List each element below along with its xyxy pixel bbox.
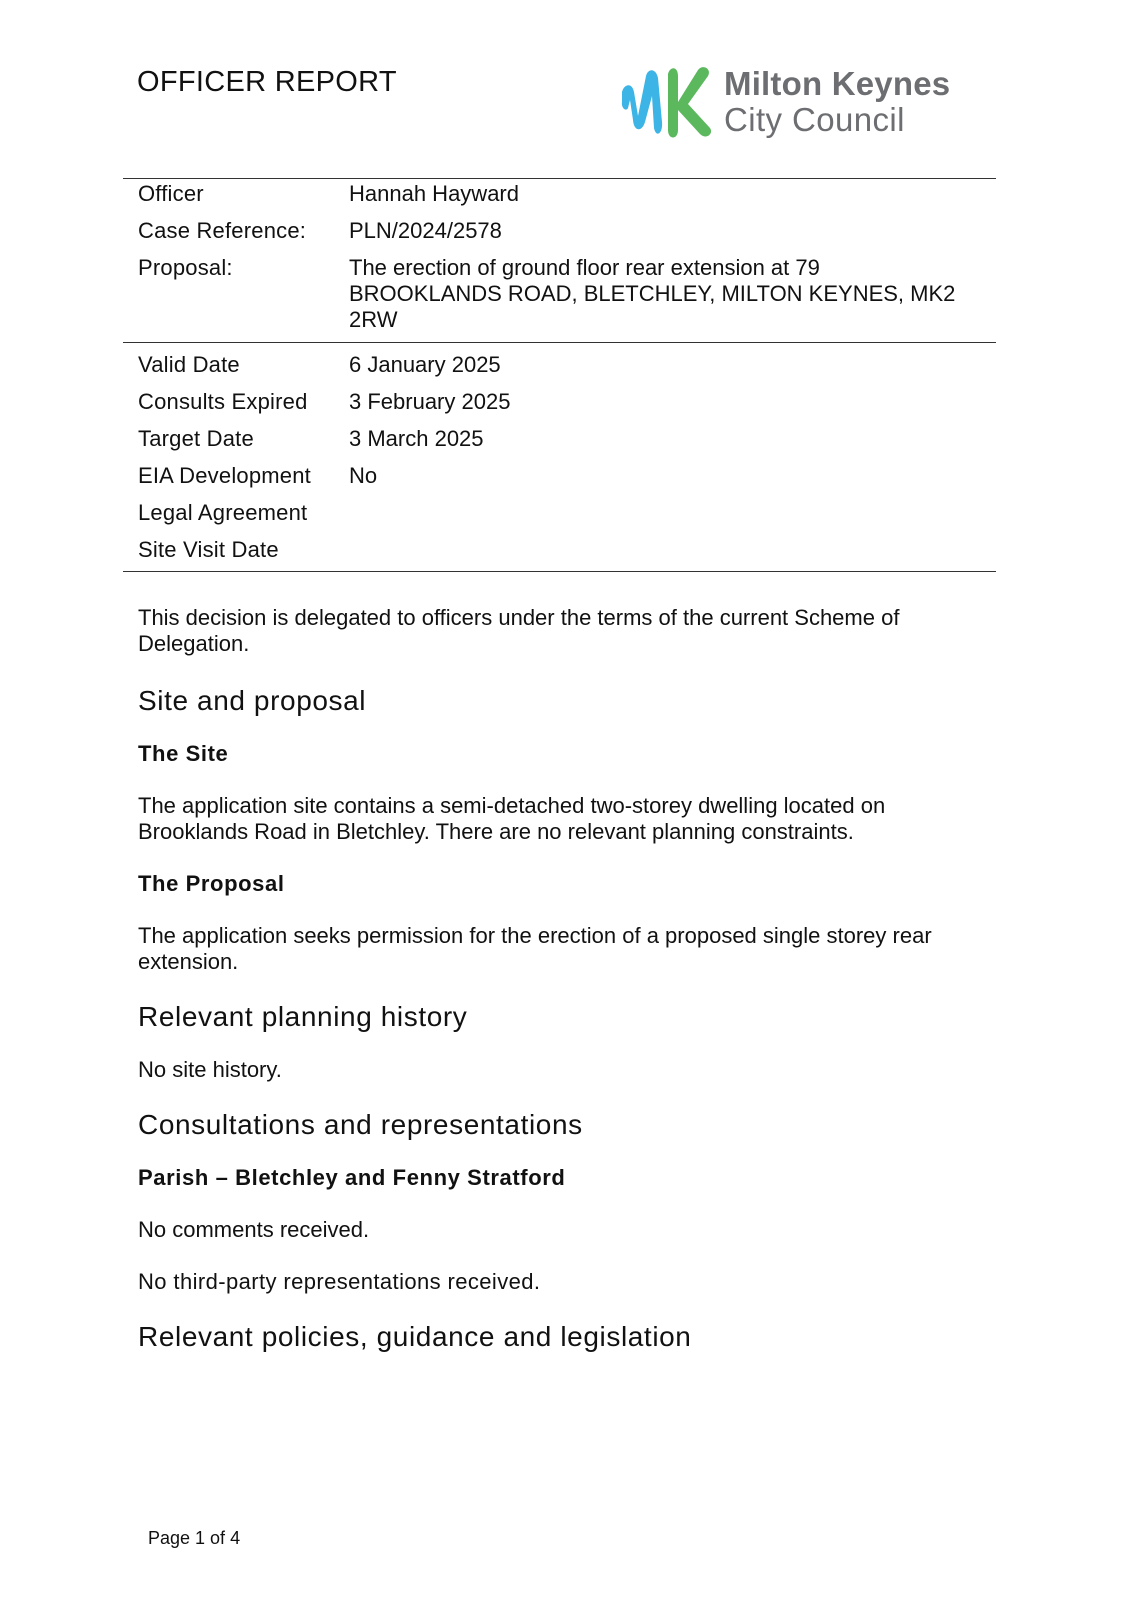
proposal-line-3: 2RW <box>349 307 398 332</box>
logo-wordmark <box>724 66 950 138</box>
page-number: Page 1 of 4 <box>148 1528 241 1548</box>
logo-line1: Milton Keynes <box>724 65 951 102</box>
the-proposal-heading: The Proposal <box>138 871 285 896</box>
value-site-visit-date <box>349 537 996 563</box>
row-valid-date <box>138 352 996 378</box>
third-party-representations: No third-party representations received. <box>138 1269 541 1294</box>
label-proposal: Proposal: <box>138 255 233 280</box>
label-case-reference: Case Reference: <box>138 218 307 243</box>
value-target-date: 3 March 2025 <box>349 426 484 451</box>
mk-logo-mark-icon <box>618 62 718 146</box>
the-proposal-text <box>138 923 983 975</box>
row-consults-expired <box>138 389 996 415</box>
label-consults-expired: Consults Expired <box>138 389 308 414</box>
case-details-table <box>123 178 996 572</box>
row-target-date <box>138 426 996 452</box>
case-details-primary <box>123 179 996 342</box>
value-case-reference: PLN/2024/2578 <box>349 218 502 243</box>
value-eia-development: No <box>349 463 378 488</box>
value-consults-expired: 3 February 2025 <box>349 389 511 414</box>
the-proposal-line-1: The application seeks permission for the erection of a proposed single storey rear <box>138 923 932 948</box>
label-site-visit-date: Site Visit Date <box>138 537 279 562</box>
parish-comments: No comments received. <box>138 1217 370 1242</box>
logo-m-shape <box>622 70 662 133</box>
label-legal-agreement: Legal Agreement <box>138 500 308 525</box>
row-eia-development <box>138 463 996 489</box>
planning-history-heading: Relevant planning history <box>138 1001 468 1032</box>
consultations-heading: Consultations and representations <box>138 1109 583 1140</box>
report-body <box>138 605 983 1353</box>
row-case-reference <box>138 218 996 244</box>
row-officer <box>138 181 996 207</box>
delegation-statement <box>138 605 983 657</box>
the-site-line-2: Brooklands Road in Bletchley. There are no relevant planning constraints. <box>138 819 854 844</box>
label-eia-development: EIA Development <box>138 463 311 488</box>
delegation-line-2: Delegation. <box>138 631 250 656</box>
the-site-heading: The Site <box>138 741 229 766</box>
value-legal-agreement <box>349 500 996 526</box>
planning-history-text: No site history. <box>138 1057 282 1082</box>
value-valid-date: 6 January 2025 <box>349 352 501 377</box>
value-proposal <box>349 255 996 333</box>
council-logo <box>618 62 998 146</box>
proposal-line-2: BROOKLANDS ROAD, BLETCHLEY, MILTON KEYNES, MK2 <box>349 281 956 306</box>
row-legal-agreement <box>138 500 996 526</box>
label-officer: Officer <box>138 181 204 206</box>
parish-heading: Parish – Bletchley and Fenny Stratford <box>138 1165 566 1190</box>
proposal-line-1: The erection of ground floor rear extension at 79 <box>349 255 820 280</box>
the-site-line-1: The application site contains a semi-detached two-storey dwelling located on <box>138 793 886 818</box>
case-details-dates <box>123 343 996 571</box>
the-proposal-line-2: extension. <box>138 949 239 974</box>
row-proposal <box>138 255 996 333</box>
value-officer: Hannah Hayward <box>349 181 519 206</box>
label-target-date: Target Date <box>138 426 254 451</box>
report-title: OFFICER REPORT <box>137 66 397 98</box>
logo-k-shape <box>668 67 711 137</box>
label-valid-date: Valid Date <box>138 352 240 377</box>
delegation-line-1: This decision is delegated to officers under the terms of the current Scheme of <box>138 605 900 630</box>
site-and-proposal-heading: Site and proposal <box>138 685 367 716</box>
the-site-text <box>138 793 983 845</box>
divider-bottom <box>123 571 996 572</box>
logo-line2: City Council <box>724 101 905 138</box>
row-site-visit-date <box>138 537 996 563</box>
policies-heading: Relevant policies, guidance and legislation <box>138 1321 692 1352</box>
